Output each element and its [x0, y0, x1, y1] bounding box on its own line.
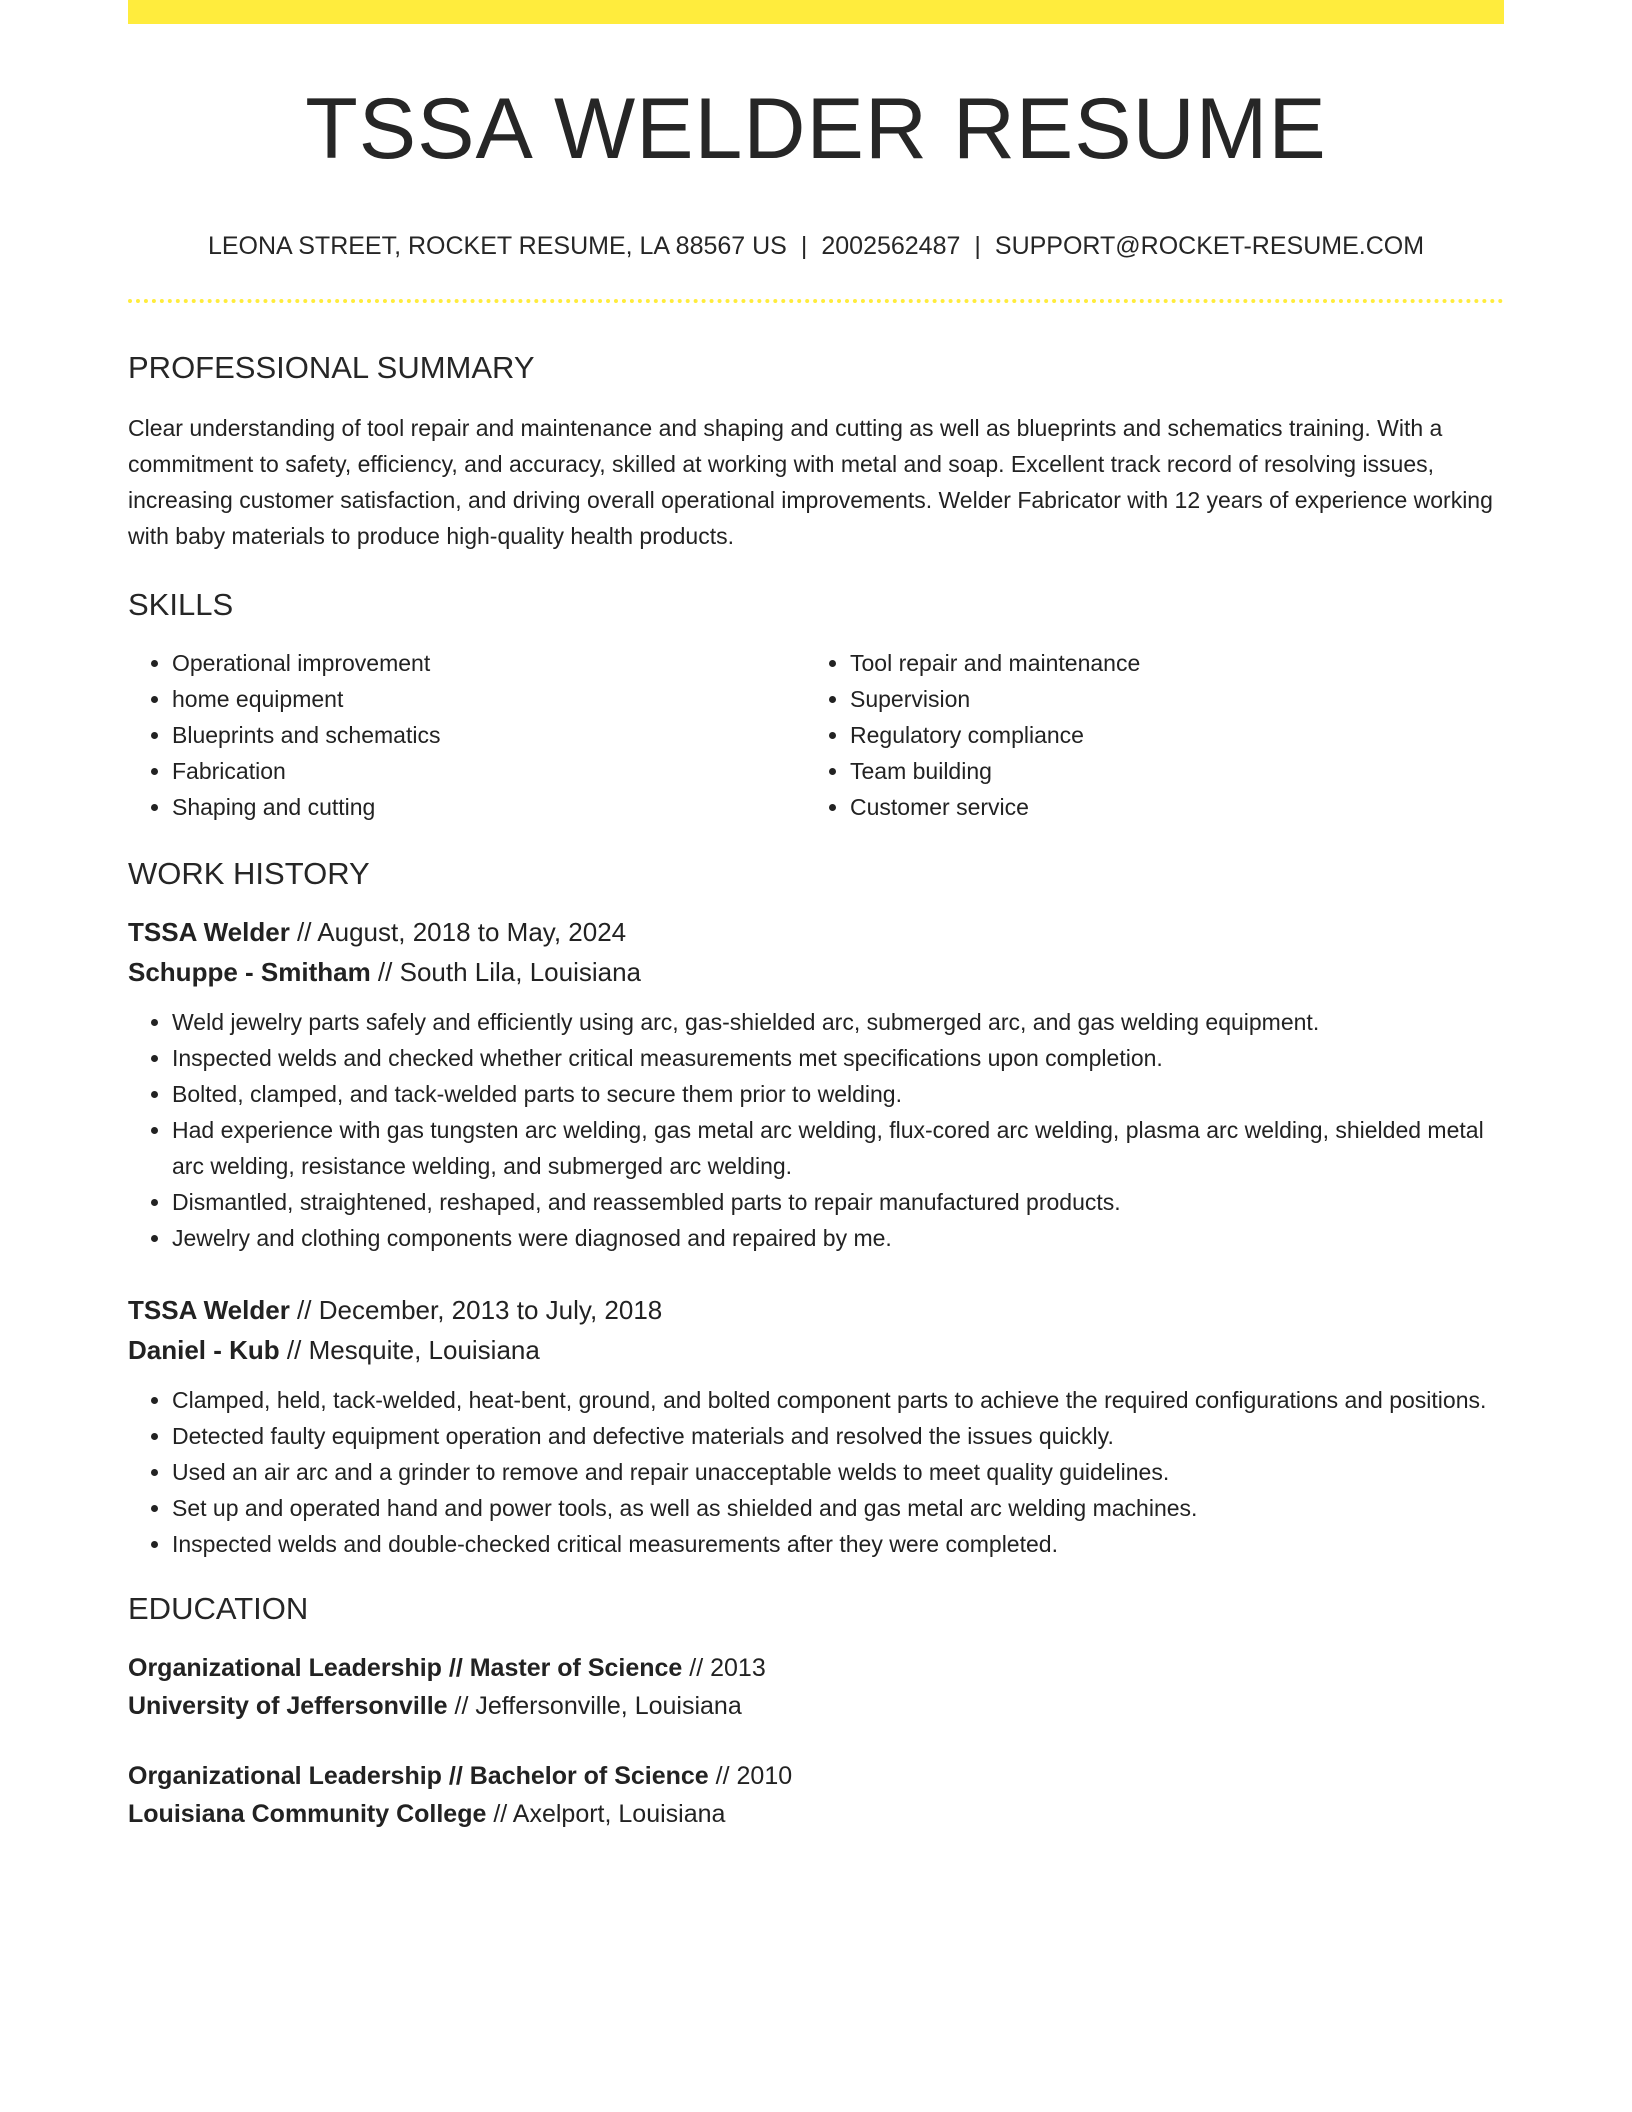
job-bullet: • Dismantled, straightened, reshaped, and reassembled parts to repair manufactured products. — [172, 1184, 1504, 1220]
job-dates: December, 2013 to July, 2018 — [318, 1295, 663, 1326]
edu-degree-line — [128, 1757, 1504, 1795]
edu-school: Louisiana Community College — [128, 1800, 487, 1829]
job-bullet: • Used an air arc and a grinder to remove and repair unacceptable welds to meet quality guidelines. — [172, 1454, 1504, 1490]
edu-separator: // — [708, 1762, 737, 1791]
edu-degree: Organizational Leadership // Bachelor of Science — [128, 1762, 709, 1791]
skill-item: • Supervision — [850, 681, 1484, 717]
education-entry — [128, 1649, 1504, 1725]
education-entry — [128, 1757, 1504, 1833]
job-bullet: • Had experience with gas tungsten arc welding, gas metal arc welding, flux-cored arc welding, plasma arc welding, shielded metal arc welding, resistance welding, and submerged arc welding. — [172, 1112, 1504, 1184]
job-entry — [128, 912, 1504, 1256]
edu-location: Jeffersonville, Louisiana — [475, 1692, 742, 1721]
skill-item: • Team building — [850, 753, 1484, 789]
job-bullets — [128, 1382, 1504, 1562]
job-bullet: • Inspected welds and checked whether critical measurements met specifications upon completion. — [172, 1040, 1504, 1076]
summary-text: Clear understanding of tool repair and maintenance and shaping and cutting as well as blueprints and schematics training. With a commitment to safety, efficiency, and accuracy, skilled at working with metal and soap. Excellent track record of resolving issues, increasing customer satisfaction, and driving overall operational improvements. Welder Fabricator with 12 years of experience working with baby materials to produce high-quality health products. — [128, 414, 1493, 549]
job-role: TSSA Welder — [128, 917, 290, 948]
skill-item: • Fabrication — [172, 753, 806, 789]
job-bullet: • Detected faulty equipment operation and defective materials and resolved the issues quickly. — [172, 1418, 1504, 1454]
job-entry — [128, 1290, 1504, 1562]
skill-item: • home equipment — [172, 681, 806, 717]
job-bullet: • Bolted, clamped, and tack-welded parts to secure them prior to welding. — [172, 1076, 1504, 1112]
job-dates: August, 2018 to May, 2024 — [317, 917, 627, 948]
job-company-line — [128, 1330, 1504, 1370]
edu-location: Axelport, Louisiana — [512, 1800, 726, 1829]
contact-line — [128, 231, 1504, 261]
edu-year: 2013 — [710, 1654, 766, 1683]
job-bullet: • Inspected welds and double-checked critical measurements after they were completed. — [172, 1526, 1504, 1562]
job-company-line — [128, 952, 1504, 992]
skill-item: • Tool repair and maintenance — [850, 645, 1484, 681]
job-separator: // — [289, 1295, 319, 1326]
skill-item: • Operational improvement — [172, 645, 806, 681]
skills-list-right — [806, 645, 1484, 825]
job-location: South Lila, Louisiana — [399, 957, 642, 988]
job-role-line — [128, 1290, 1504, 1330]
job-location: Mesquite, Louisiana — [308, 1335, 540, 1366]
contact-phone: 2002562487 — [821, 231, 961, 260]
job-company: Schuppe - Smitham — [128, 957, 371, 988]
job-separator: // — [289, 917, 318, 948]
job-separator: // — [279, 1335, 309, 1366]
education-heading: EDUCATION — [128, 1591, 309, 1627]
contact-separator: | — [974, 231, 981, 260]
accent-top-bar — [128, 0, 1504, 24]
job-bullet: • Weld jewelry parts safely and efficiently using arc, gas-shielded arc, submerged arc, and gas welding equipment. — [172, 1004, 1504, 1040]
edu-separator: // — [486, 1800, 513, 1829]
skill-item: • Blueprints and schematics — [172, 717, 806, 753]
contact-separator: | — [800, 231, 808, 260]
dotted-divider — [128, 299, 1504, 303]
contact-address: LEONA STREET, ROCKET RESUME, LA 88567 US — [207, 231, 787, 260]
skills-grid — [128, 645, 1504, 825]
job-bullets — [128, 1004, 1504, 1256]
contact-email: SUPPORT@ROCKET-RESUME.COM — [994, 231, 1425, 260]
resume-title: TSSA WELDER RESUME — [305, 81, 1327, 177]
edu-year: 2010 — [736, 1762, 793, 1791]
job-company: Daniel - Kub — [128, 1335, 280, 1366]
skill-item: • Customer service — [850, 789, 1484, 825]
skills-heading: SKILLS — [128, 586, 234, 622]
job-role-line — [128, 912, 1504, 952]
skill-item: • Regulatory compliance — [850, 717, 1484, 753]
skill-item: • Shaping and cutting — [172, 789, 806, 825]
edu-school-line — [128, 1795, 1504, 1833]
edu-separator: // — [682, 1654, 711, 1683]
job-separator: // — [370, 957, 400, 988]
edu-separator: // — [447, 1692, 476, 1721]
job-role: TSSA Welder — [128, 1295, 290, 1326]
edu-school-line — [128, 1687, 1504, 1725]
work-history-heading: WORK HISTORY — [128, 855, 370, 891]
resume-page — [128, 0, 1504, 1833]
summary-heading: PROFESSIONAL SUMMARY — [128, 349, 535, 385]
edu-school: University of Jeffersonville — [128, 1692, 448, 1721]
job-bullet: • Set up and operated hand and power tools, as well as shielded and gas metal arc welding machines. — [172, 1490, 1504, 1526]
job-bullet: • Jewelry and clothing components were diagnosed and repaired by me. — [172, 1220, 1504, 1256]
edu-degree: Organizational Leadership // Master of Science — [128, 1654, 683, 1683]
job-bullet: • Clamped, held, tack-welded, heat-bent, ground, and bolted component parts to achieve the required configurations and positions. — [172, 1382, 1504, 1418]
edu-degree-line — [128, 1649, 1504, 1687]
skills-list-left — [128, 645, 806, 825]
